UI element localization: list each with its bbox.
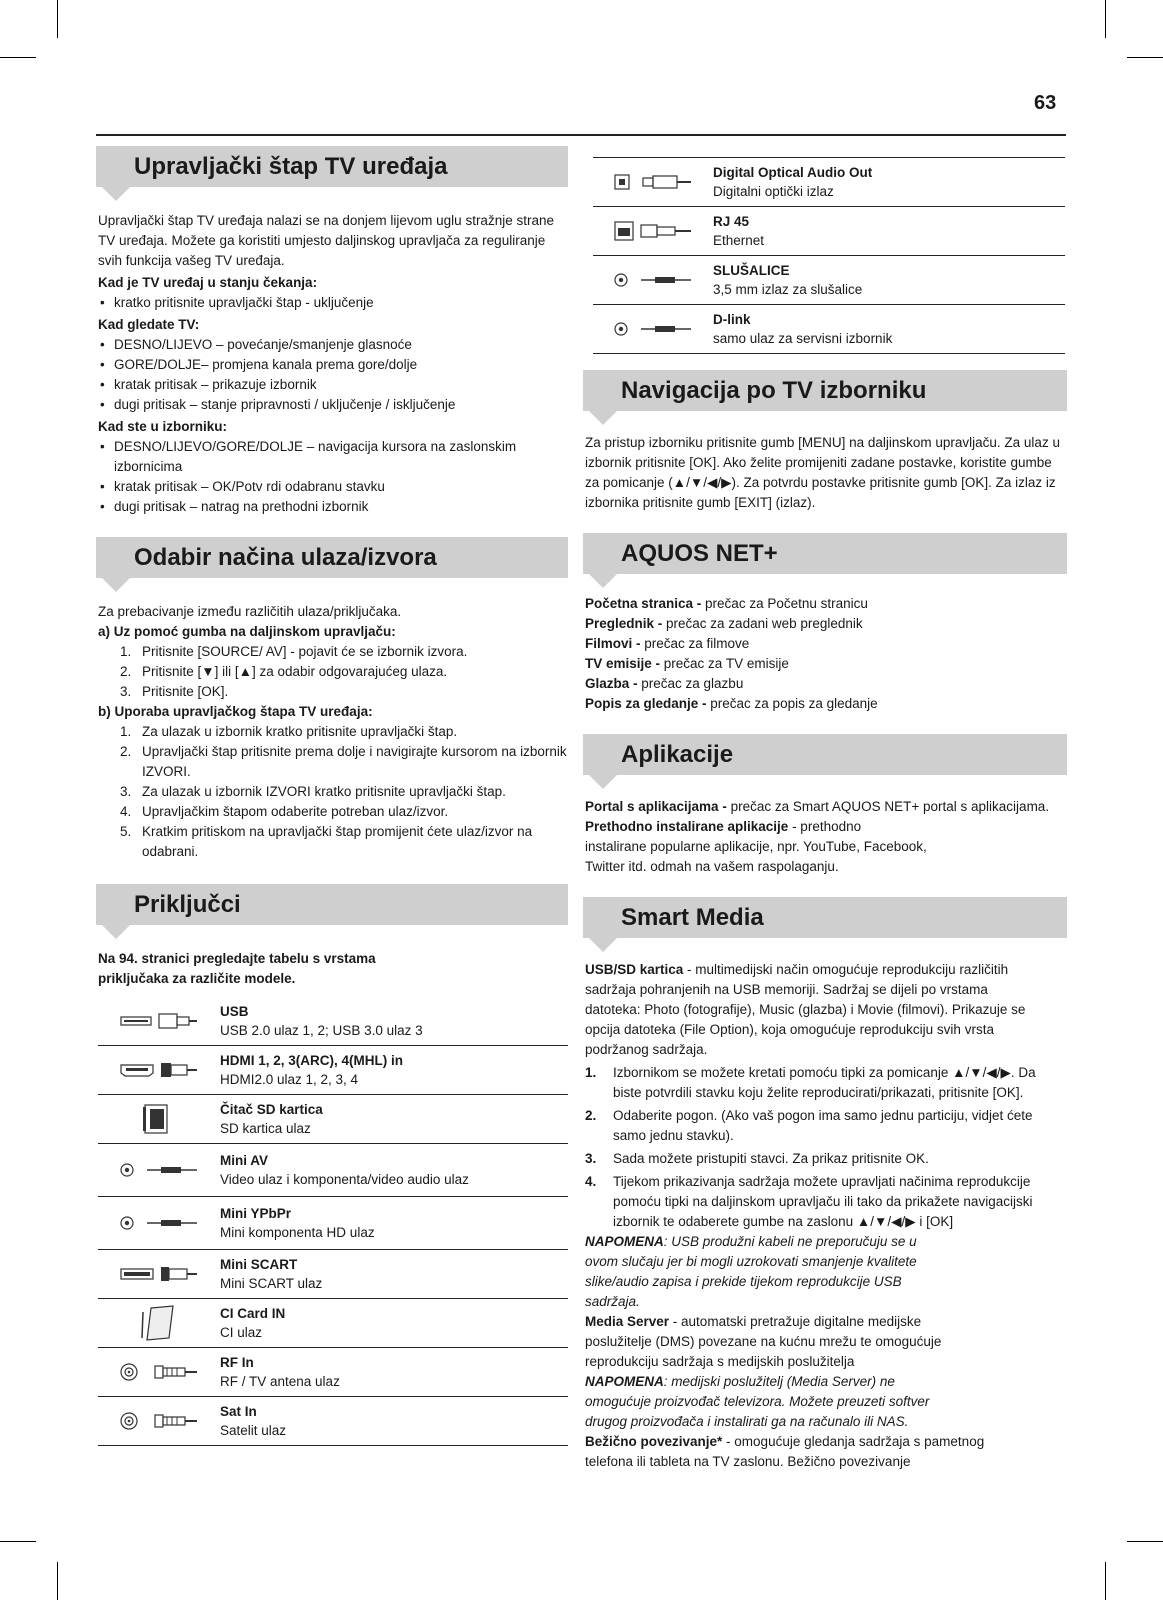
section-header-connectors [96, 884, 568, 925]
coax-icon [98, 1360, 220, 1384]
connector-desc: Mini komponenta HD ulaz [220, 1225, 375, 1240]
step-number: 3. [585, 1151, 597, 1166]
hdmi-icon [98, 1060, 220, 1080]
apps-text-part: prečac za Smart AQUOS NET+ portal s aplikacijama. [726, 799, 1050, 814]
list-item [98, 722, 568, 742]
connector-name: CI Card IN [220, 1306, 286, 1321]
connector-note: Na 94. stranici pregledajte tabelu s vrstama priključaka za različite modele. [98, 951, 376, 986]
list-item: • dugi pritisak – natrag na prethodni izbornik [98, 497, 568, 517]
connector-name: RJ 45 [713, 214, 750, 229]
note-text: : medijski poslužitelj (Media Server) ne omogućuje proizvođač televizora. Možete preuzeti softver drugog proizvođača i instalirati ga na računalo ili NAS. [585, 1374, 930, 1429]
step-number: 5. [120, 824, 132, 839]
step-text: Izbornikom se možete kretati pomoću tipki za pomicanje ▲/▼/◀/▶. Da biste potvrdili stavku koju želite reproducirati/prikazati, pritisnite [OK]. [613, 1065, 1036, 1100]
joystick-heading: b) Uporaba upravljačkog štapa TV uređaja: [98, 704, 373, 719]
apps-text-part: - prethodno [788, 819, 862, 834]
jack-icon [98, 1213, 220, 1233]
section-title: AQUOS NET+ [621, 540, 778, 567]
list-item [98, 802, 568, 822]
crop-mark [1127, 57, 1163, 58]
menu-list [98, 437, 568, 517]
usb-label: USB/SD kartica [585, 962, 684, 977]
sd-card-icon [98, 1103, 220, 1135]
list-item [98, 822, 568, 862]
connector-row [593, 305, 1065, 354]
usb-text: - multimedijski način omogućuje reprodukciju različitih sadržaja pohranjenih na USB memoriji. Sadržaj se dijeli po vrstama datoteka: Photo (fotografije), Music (glazba) i Movie (filmovi). Prikazuje se opcija datoteka (File Option), koja omogućuje reprodukciju svih vrsta podržanog sadržaja. [585, 962, 1026, 1057]
usb-paragraph [585, 960, 1047, 1060]
scart-icon [98, 1264, 220, 1284]
connector-desc: Digitalni optički izlaz [713, 184, 834, 199]
connector-name: Digital Optical Audio Out [713, 165, 873, 180]
apps-line: instalirane popularne aplikacije, npr. YouTube, Facebook, [585, 839, 927, 854]
top-rule [96, 134, 1066, 136]
optical-icon [593, 172, 713, 192]
left-column [98, 146, 568, 1446]
media-server-text: - automatski pretražuje digitalne medijske poslužitelje (DMS) povezane na kućnu mrežu te omogućuje reprodukciju sadržaja s medijskih poslužitelja [585, 1314, 942, 1369]
list-item [585, 1149, 1047, 1169]
crop-mark [1105, 0, 1106, 38]
step-number: 4. [585, 1174, 597, 1189]
list-item [585, 594, 1067, 614]
connector-row [98, 1397, 568, 1446]
connector-name: Mini AV [220, 1153, 268, 1168]
crop-mark [57, 1562, 58, 1600]
connector-desc: samo ulaz za servisni izbornik [713, 331, 893, 346]
joystick-intro: Upravljački štap TV uređaja nalazi se na donjem lijevom uglu stražnje strane TV uređaja. Možete ga koristiti umjesto daljinskog upravljača za reguliranje svih funkcija vašeg TV uređaja. [98, 213, 554, 268]
list-item: • kratko pritisnite upravljački štap - uključenje [98, 293, 568, 313]
connector-desc: 3,5 mm izlaz za slušalice [713, 282, 863, 297]
section-title: Navigacija po TV izborniku [621, 377, 927, 404]
list-item: • dugi pritisak – stanje pripravnosti / uključenje / isključenje [98, 395, 568, 415]
connector-desc: Video ulaz i komponenta/video audio ulaz [220, 1172, 469, 1187]
item-text: prečac za TV emisije [660, 656, 789, 671]
headphone-jack-icon [593, 270, 713, 290]
item-label: TV emisije - [585, 656, 661, 671]
list-item [98, 662, 568, 682]
list-item [585, 634, 1067, 654]
header-tab [589, 938, 617, 952]
connector-row [98, 1095, 568, 1144]
note-text: : USB produžni kabeli ne preporučuju se u ovom slučaju jer bi mogli uzrokovati smanjenje kvalitete slike/audio zapisa i prekide tijekom reprodukcije USB sadržaja. [585, 1234, 917, 1309]
header-tab [102, 578, 130, 592]
connector-row [98, 1144, 568, 1197]
connector-name: Sat In [220, 1404, 257, 1419]
aquos-list [585, 584, 1067, 714]
step-text: Pritisnite [SOURCE/ AV] - pojavit će se izbornik izvora. [142, 644, 468, 659]
connector-desc: Satelit ulaz [220, 1423, 287, 1438]
connector-name: D-link [713, 312, 751, 327]
step-number: 1. [585, 1065, 597, 1080]
item-label: Preglednik - [585, 616, 663, 631]
step-number: 3. [120, 684, 132, 699]
section-title: Odabir načina ulaza/izvora [134, 544, 437, 571]
connector-desc: CI ulaz [220, 1325, 263, 1340]
connector-name: USB [220, 1004, 249, 1019]
section-header-apps [583, 734, 1067, 775]
list-item [585, 614, 1067, 634]
step-text: Pritisnite [OK]. [142, 684, 229, 699]
header-tab [102, 925, 130, 939]
item-text: prečac za glazbu [637, 676, 744, 691]
list-item [585, 1063, 1047, 1103]
source-intro: Za prebacivanje između različitih ulaza/priključaka. [98, 604, 402, 619]
section-title: Priključci [134, 891, 241, 918]
list-item [585, 694, 1067, 714]
step-text: Kratkim pritiskom na upravljački štap promijenit ćete ulaz/izvor na odabrani. [142, 824, 533, 859]
connector-row [98, 1299, 568, 1348]
connector-desc: USB 2.0 ulaz 1, 2; USB 3.0 ulaz 3 [220, 1023, 423, 1038]
media-server-paragraph [585, 1312, 955, 1372]
list-item [98, 782, 568, 802]
jack-icon [98, 1160, 220, 1180]
item-label: Filmovi - [585, 636, 641, 651]
header-tab [102, 187, 130, 201]
item-text: prečac za Početnu stranicu [701, 596, 868, 611]
crop-mark [57, 0, 58, 38]
apps-line [585, 797, 1067, 817]
connector-table-right [593, 157, 1065, 354]
header-tab [589, 775, 617, 789]
item-text: prečac za popis za gledanje [706, 696, 878, 711]
list-item: • kratak pritisak – prikazuje izbornik [98, 375, 568, 395]
step-number: 4. [120, 804, 132, 819]
section-header-joystick [96, 146, 568, 187]
note-label: NAPOMENA [585, 1234, 664, 1249]
apps-line [585, 817, 1067, 837]
list-item: • DESNO/LIJEVO – povećanje/smanjenje glasnoće [98, 335, 568, 355]
step-text: Upravljačkim štapom odaberite potreban ulaz/izvor. [142, 804, 449, 819]
item-text: prečac za zadani web preglednik [662, 616, 863, 631]
connector-desc: Mini SCART ulaz [220, 1276, 323, 1291]
section-header-aquos [583, 533, 1067, 574]
step-text: Za ulazak u izbornik IZVORI kratko pritisnite upravljački štap. [142, 784, 506, 799]
list-item [585, 1172, 1047, 1232]
d-link-jack-icon [593, 319, 713, 339]
connector-name: Mini YPbPr [220, 1206, 292, 1221]
list-item: • GORE/DOLJE– promjena kanala prema gore/dolje [98, 355, 568, 375]
apps-label: Prethodno instalirane aplikacije [585, 819, 789, 834]
list-item [585, 654, 1067, 674]
crop-mark [1127, 1541, 1163, 1542]
section-title: Aplikacije [621, 741, 734, 768]
step-text: Za ulazak u izbornik kratko pritisnite upravljački štap. [142, 724, 458, 739]
wireless-text: - omogućuje gledanja sadržaja s pametnog telefona ili tableta na TV zaslonu. Bežično povezivanje [585, 1434, 985, 1469]
connector-row [98, 1046, 568, 1095]
remote-steps [98, 642, 568, 702]
item-text: prečac za filmove [640, 636, 750, 651]
section-header-navigation [583, 370, 1067, 411]
apps-line: Twitter itd. odmah na vašem raspolaganju. [585, 859, 839, 874]
right-column [585, 157, 1067, 1472]
connector-desc: RF / TV antena ulaz [220, 1374, 340, 1389]
crop-mark [1105, 1562, 1106, 1600]
header-tab [589, 411, 617, 425]
list-item [98, 742, 568, 782]
item-label: Popis za gledanje - [585, 696, 707, 711]
connector-name: SLUŠALICE [713, 263, 790, 278]
coax-icon [98, 1409, 220, 1433]
note-media-server [585, 1372, 955, 1432]
list-item [585, 674, 1067, 694]
connector-desc: HDMI2.0 ulaz 1, 2, 3, 4 [220, 1072, 359, 1087]
connector-name: RF In [220, 1355, 254, 1370]
section-title: Upravljački štap TV uređaja [134, 153, 448, 180]
list-item [98, 642, 568, 662]
crop-mark [0, 57, 36, 58]
connector-desc: Ethernet [713, 233, 765, 248]
connector-row [98, 997, 568, 1046]
note-usb [585, 1232, 945, 1312]
step-text: Upravljački štap pritisnite prema dolje i navigirajte kursorom na izbornik IZVORI. [142, 744, 567, 779]
crop-mark [0, 1541, 36, 1542]
apps-label: Portal s aplikacijama - [585, 799, 727, 814]
connector-row [98, 1197, 568, 1250]
item-label: Početna stranica - [585, 596, 702, 611]
connector-row [593, 207, 1065, 256]
watch-heading: Kad gledate TV: [98, 317, 200, 332]
smart-media-body [585, 948, 1047, 1472]
header-tab [589, 574, 617, 588]
list-item: • kratak pritisak – OK/Potv rdi odabranu stavku [98, 477, 568, 497]
connector-name: Čitač SD kartica [220, 1102, 323, 1117]
connector-row [593, 256, 1065, 305]
list-item: • DESNO/LIJEVO/GORE/DOLJE – navigacija kursora na zaslonskim izbornicima [98, 437, 568, 477]
section-header-smart-media [583, 897, 1067, 938]
list-item [98, 682, 568, 702]
page-number: 63 [1034, 92, 1057, 114]
usb-icon [98, 1011, 220, 1031]
rj45-icon [593, 220, 713, 242]
media-server-label: Media Server [585, 1314, 670, 1329]
step-number: 2. [585, 1108, 597, 1123]
step-text: Sada možete pristupiti stavci. Za prikaz pritisnite OK. [613, 1151, 929, 1166]
step-text: Pritisnite [▼] ili [▲] za odabir odgovarajućeg ulaza. [142, 664, 448, 679]
standby-list [98, 293, 568, 313]
connector-table [98, 997, 568, 1446]
connector-desc: SD kartica ulaz [220, 1121, 311, 1136]
connector-row [98, 1348, 568, 1397]
smart-media-steps [585, 1063, 1047, 1232]
watch-list [98, 335, 568, 415]
step-number: 3. [120, 784, 132, 799]
joystick-steps [98, 722, 568, 862]
connector-row [593, 158, 1065, 207]
connector-name: HDMI 1, 2, 3(ARC), 4(MHL) in [220, 1053, 404, 1068]
step-text: Odaberite pogon. (Ako vaš pogon ima samo jednu particiju, vidjet ćete samo jednu stavku). [613, 1108, 1033, 1143]
navigation-text: Za pristup izborniku pritisnite gumb [MENU] na daljinskom upravljaču. Za ulaz u izbornik pritisnite [OK]. Ako želite promijeniti zadane postavke, koristite gumbe za pomicanje (▲/▼/◀/▶). Za potvrdu postavke pritisnite gumb [OK]. Za izlaz iz izbornika pritisnite gumb [EXIT] (izlaz). [585, 435, 1060, 510]
step-number: 1. [120, 724, 132, 739]
step-text: Tijekom prikazivanja sadržaja možete upravljati načinima reprodukcije pomoću tipki na daljinskom upravljaču ili tako da prikažete navigacijski izbornik te odaberete gumbe na zaslonu ▲/▼/◀/▶ i [OK] [613, 1174, 1033, 1229]
remote-heading: a) Uz pomoć gumba na daljinskom upravljaču: [98, 624, 396, 639]
note-label: NAPOMENA [585, 1374, 664, 1389]
list-item [585, 1106, 1047, 1146]
wireless-paragraph [585, 1432, 985, 1472]
item-label: Glazba - [585, 676, 638, 691]
connector-row [98, 1250, 568, 1299]
standby-heading: Kad je TV uređaj u stanju čekanja: [98, 275, 318, 290]
section-header-input-source [96, 537, 568, 578]
step-number: 2. [120, 664, 132, 679]
ci-card-icon [98, 1304, 220, 1342]
step-number: 1. [120, 644, 132, 659]
apps-text [585, 785, 1067, 877]
wireless-label: Bežično povezivanje* [585, 1434, 723, 1449]
menu-heading: Kad ste u izborniku: [98, 419, 228, 434]
connector-name: Mini SCART [220, 1257, 298, 1272]
step-number: 2. [120, 744, 132, 759]
section-title: Smart Media [621, 904, 764, 931]
